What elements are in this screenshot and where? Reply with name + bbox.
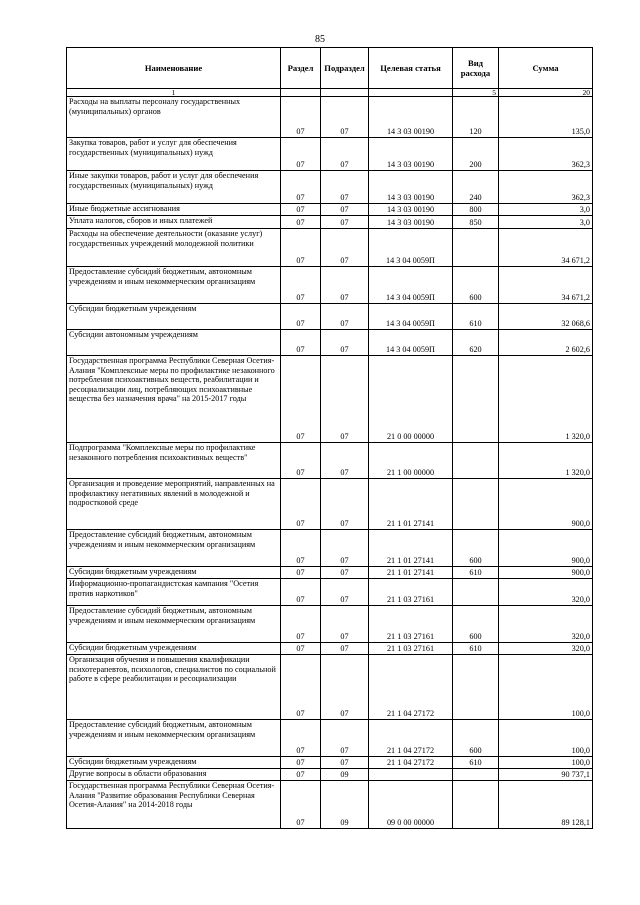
cell-section: 07	[281, 330, 321, 356]
cell-section: 07	[281, 567, 321, 579]
cell-target: 14 3 03 00190	[369, 138, 453, 171]
cell-subsection: 07	[321, 216, 369, 229]
cell-section: 07	[281, 757, 321, 769]
col-number-type: 5	[453, 89, 499, 97]
cell-type	[453, 229, 499, 267]
cell-subsection: 07	[321, 443, 369, 479]
table-row	[67, 204, 593, 216]
cell-target: 14 3 03 00190	[369, 97, 453, 138]
cell-target	[369, 769, 453, 781]
table-row	[67, 606, 593, 643]
header-target: Целевая статья	[369, 48, 453, 89]
cell-type: 600	[453, 606, 499, 643]
cell-section: 07	[281, 720, 321, 757]
cell-name: Уплата налогов, сборов и иных платежей	[67, 216, 281, 229]
header-subsection: Подраздел	[321, 48, 369, 89]
table-row	[67, 781, 593, 829]
cell-section: 07	[281, 204, 321, 216]
table-row	[67, 643, 593, 655]
cell-name: Иные бюджетные ассигнования	[67, 204, 281, 216]
cell-name: Субсидии бюджетным учреждениям	[67, 757, 281, 769]
cell-type	[453, 443, 499, 479]
cell-sum: 100,0	[499, 655, 593, 720]
cell-section: 07	[281, 530, 321, 567]
cell-sum: 320,0	[499, 643, 593, 655]
table-row	[67, 97, 593, 138]
table-row	[67, 267, 593, 304]
cell-section: 07	[281, 267, 321, 304]
cell-name: Предоставление субсидий бюджетным, автономным учреждениям и иным некоммерческим организациям	[67, 606, 281, 643]
cell-name: Подпрограмма "Комплексные меры по профилактике незаконного потребления психоактивных веществ"	[67, 443, 281, 479]
table-row	[67, 138, 593, 171]
cell-target: 14 3 03 00190	[369, 216, 453, 229]
table-row	[67, 579, 593, 606]
cell-sum: 320,0	[499, 579, 593, 606]
cell-section: 07	[281, 769, 321, 781]
cell-sum: 900,0	[499, 567, 593, 579]
cell-section: 07	[281, 479, 321, 530]
column-number-row	[67, 89, 593, 97]
cell-subsection: 07	[321, 356, 369, 443]
cell-sum: 3,0	[499, 216, 593, 229]
col-number-name: 1	[67, 89, 281, 97]
cell-subsection: 07	[321, 138, 369, 171]
cell-target: 14 3 03 00190	[369, 171, 453, 204]
cell-sum: 34 671,2	[499, 229, 593, 267]
cell-sum: 362,3	[499, 138, 593, 171]
cell-target: 21 1 04 27172	[369, 655, 453, 720]
cell-type	[453, 655, 499, 720]
table-row	[67, 530, 593, 567]
cell-section: 07	[281, 643, 321, 655]
cell-name: Субсидии бюджетным учреждениям	[67, 643, 281, 655]
cell-sum: 2 602,6	[499, 330, 593, 356]
cell-target: 21 1 01 27141	[369, 479, 453, 530]
cell-section: 07	[281, 304, 321, 330]
cell-subsection: 07	[321, 655, 369, 720]
cell-target: 14 3 04 0059П	[369, 267, 453, 304]
cell-type: 240	[453, 171, 499, 204]
cell-type: 600	[453, 720, 499, 757]
cell-section: 07	[281, 356, 321, 443]
cell-section: 07	[281, 229, 321, 267]
cell-type: 610	[453, 757, 499, 769]
cell-name: Расходы на выплаты персоналу государственных (муниципальных) органов	[67, 97, 281, 138]
cell-name: Организация и проведение мероприятий, направленных на профилактику негативных явлений в молодежной и подростковой среде	[67, 479, 281, 530]
cell-sum: 90 737,1	[499, 769, 593, 781]
cell-type: 600	[453, 267, 499, 304]
cell-section: 07	[281, 171, 321, 204]
cell-name: Информационно-пропагандистская кампания "Осетия против наркотиков"	[67, 579, 281, 606]
cell-target: 21 1 00 00000	[369, 443, 453, 479]
cell-subsection: 07	[321, 267, 369, 304]
cell-type: 600	[453, 530, 499, 567]
cell-sum: 32 068,6	[499, 304, 593, 330]
cell-type: 620	[453, 330, 499, 356]
cell-subsection: 07	[321, 567, 369, 579]
cell-section: 07	[281, 216, 321, 229]
cell-type	[453, 769, 499, 781]
col-number-section	[281, 89, 321, 97]
cell-subsection: 07	[321, 204, 369, 216]
cell-subsection: 07	[321, 97, 369, 138]
cell-sum: 362,3	[499, 171, 593, 204]
cell-sum: 34 671,2	[499, 267, 593, 304]
cell-type	[453, 356, 499, 443]
cell-target: 21 1 03 27161	[369, 606, 453, 643]
col-number-sum: 20	[499, 89, 593, 97]
table-row	[67, 655, 593, 720]
table-row	[67, 769, 593, 781]
cell-subsection: 07	[321, 606, 369, 643]
cell-section: 07	[281, 579, 321, 606]
header-sum: Сумма	[499, 48, 593, 89]
cell-name: Субсидии автономным учреждениям	[67, 330, 281, 356]
cell-type: 610	[453, 643, 499, 655]
cell-sum: 1 320,0	[499, 443, 593, 479]
cell-target: 14 3 04 0059П	[369, 330, 453, 356]
cell-target: 21 0 00 00000	[369, 356, 453, 443]
cell-sum: 89 128,1	[499, 781, 593, 829]
cell-name: Предоставление субсидий бюджетным, автономным учреждениям и иным некоммерческим организациям	[67, 530, 281, 567]
cell-name: Субсидии бюджетным учреждениям	[67, 567, 281, 579]
cell-sum: 100,0	[499, 757, 593, 769]
cell-name: Предоставление субсидий бюджетным, автономным учреждениям и иным некоммерческим организациям	[67, 267, 281, 304]
cell-subsection: 07	[321, 229, 369, 267]
cell-type: 610	[453, 567, 499, 579]
cell-section: 07	[281, 443, 321, 479]
cell-sum: 3,0	[499, 204, 593, 216]
col-number-subsection	[321, 89, 369, 97]
cell-section: 07	[281, 138, 321, 171]
cell-name: Организация обучения и повышения квалификации психотерапевтов, психологов, специалистов по социальной работе в сфере реабилитации и ресоциализации	[67, 655, 281, 720]
cell-type: 120	[453, 97, 499, 138]
cell-subsection: 07	[321, 579, 369, 606]
table-row	[67, 479, 593, 530]
cell-sum: 900,0	[499, 479, 593, 530]
cell-sum: 1 320,0	[499, 356, 593, 443]
cell-type	[453, 479, 499, 530]
cell-subsection: 09	[321, 769, 369, 781]
cell-target: 21 1 01 27141	[369, 567, 453, 579]
cell-name: Расходы на обеспечение деятельности (оказание услуг) государственных учреждений молодежной политики	[67, 229, 281, 267]
cell-name: Закупка товаров, работ и услуг для обеспечения государственных (муниципальных) нужд	[67, 138, 281, 171]
table-row	[67, 304, 593, 330]
cell-section: 07	[281, 97, 321, 138]
cell-type: 800	[453, 204, 499, 216]
cell-subsection: 07	[321, 479, 369, 530]
table-row	[67, 356, 593, 443]
col-number-target	[369, 89, 453, 97]
cell-sum: 100,0	[499, 720, 593, 757]
cell-section: 07	[281, 606, 321, 643]
cell-target: 21 1 03 27161	[369, 579, 453, 606]
cell-target: 21 1 03 27161	[369, 643, 453, 655]
table-row	[67, 216, 593, 229]
cell-name: Государственная программа Республики Северная Осетия-Алания "Развитие образования Республики Северная Осетия-Алания" на 2014-2018 годы	[67, 781, 281, 829]
table-row	[67, 330, 593, 356]
cell-name: Предоставление субсидий бюджетным, автономным учреждениям и иным некоммерческим организациям	[67, 720, 281, 757]
cell-type: 200	[453, 138, 499, 171]
cell-section: 07	[281, 781, 321, 829]
table-row	[67, 757, 593, 769]
cell-subsection: 07	[321, 530, 369, 567]
cell-target: 14 3 04 0059П	[369, 229, 453, 267]
cell-type: 610	[453, 304, 499, 330]
table-row	[67, 567, 593, 579]
cell-name: Другие вопросы в области образования	[67, 769, 281, 781]
cell-target: 21 1 04 27172	[369, 757, 453, 769]
cell-target: 09 0 00 00000	[369, 781, 453, 829]
cell-subsection: 07	[321, 643, 369, 655]
table-row	[67, 720, 593, 757]
table-body	[67, 89, 593, 829]
cell-type	[453, 579, 499, 606]
table-row	[67, 171, 593, 204]
cell-target: 21 1 04 27172	[369, 720, 453, 757]
cell-target: 14 3 03 00190	[369, 204, 453, 216]
cell-subsection: 07	[321, 720, 369, 757]
cell-target: 21 1 01 27141	[369, 530, 453, 567]
cell-type: 850	[453, 216, 499, 229]
cell-subsection: 07	[321, 757, 369, 769]
cell-target: 14 3 04 0059П	[369, 304, 453, 330]
cell-name: Субсидии бюджетным учреждениям	[67, 304, 281, 330]
cell-name: Государственная программа Республики Северная Осетия-Алания "Комплексные меры по профилактике незаконного потребления психоактивных веществ, реабилитации и ресоциализации лиц, потребляющих психоактивные вещества без назначения врача" на 2015-2017 годы	[67, 356, 281, 443]
cell-subsection: 07	[321, 330, 369, 356]
budget-table	[66, 47, 593, 829]
cell-type	[453, 781, 499, 829]
cell-subsection: 07	[321, 171, 369, 204]
cell-name: Иные закупки товаров, работ и услуг для обеспечения государственных (муниципальных) нужд	[67, 171, 281, 204]
cell-subsection: 09	[321, 781, 369, 829]
table-row	[67, 229, 593, 267]
cell-section: 07	[281, 655, 321, 720]
header-section: Раздел	[281, 48, 321, 89]
page-number: 85	[315, 34, 325, 45]
cell-sum: 900,0	[499, 530, 593, 567]
table-row	[67, 443, 593, 479]
cell-sum: 320,0	[499, 606, 593, 643]
cell-subsection: 07	[321, 304, 369, 330]
header-name: Наименование	[67, 48, 281, 89]
cell-sum: 135,0	[499, 97, 593, 138]
header-row	[67, 48, 593, 89]
header-type: Вид расхода	[453, 48, 499, 89]
